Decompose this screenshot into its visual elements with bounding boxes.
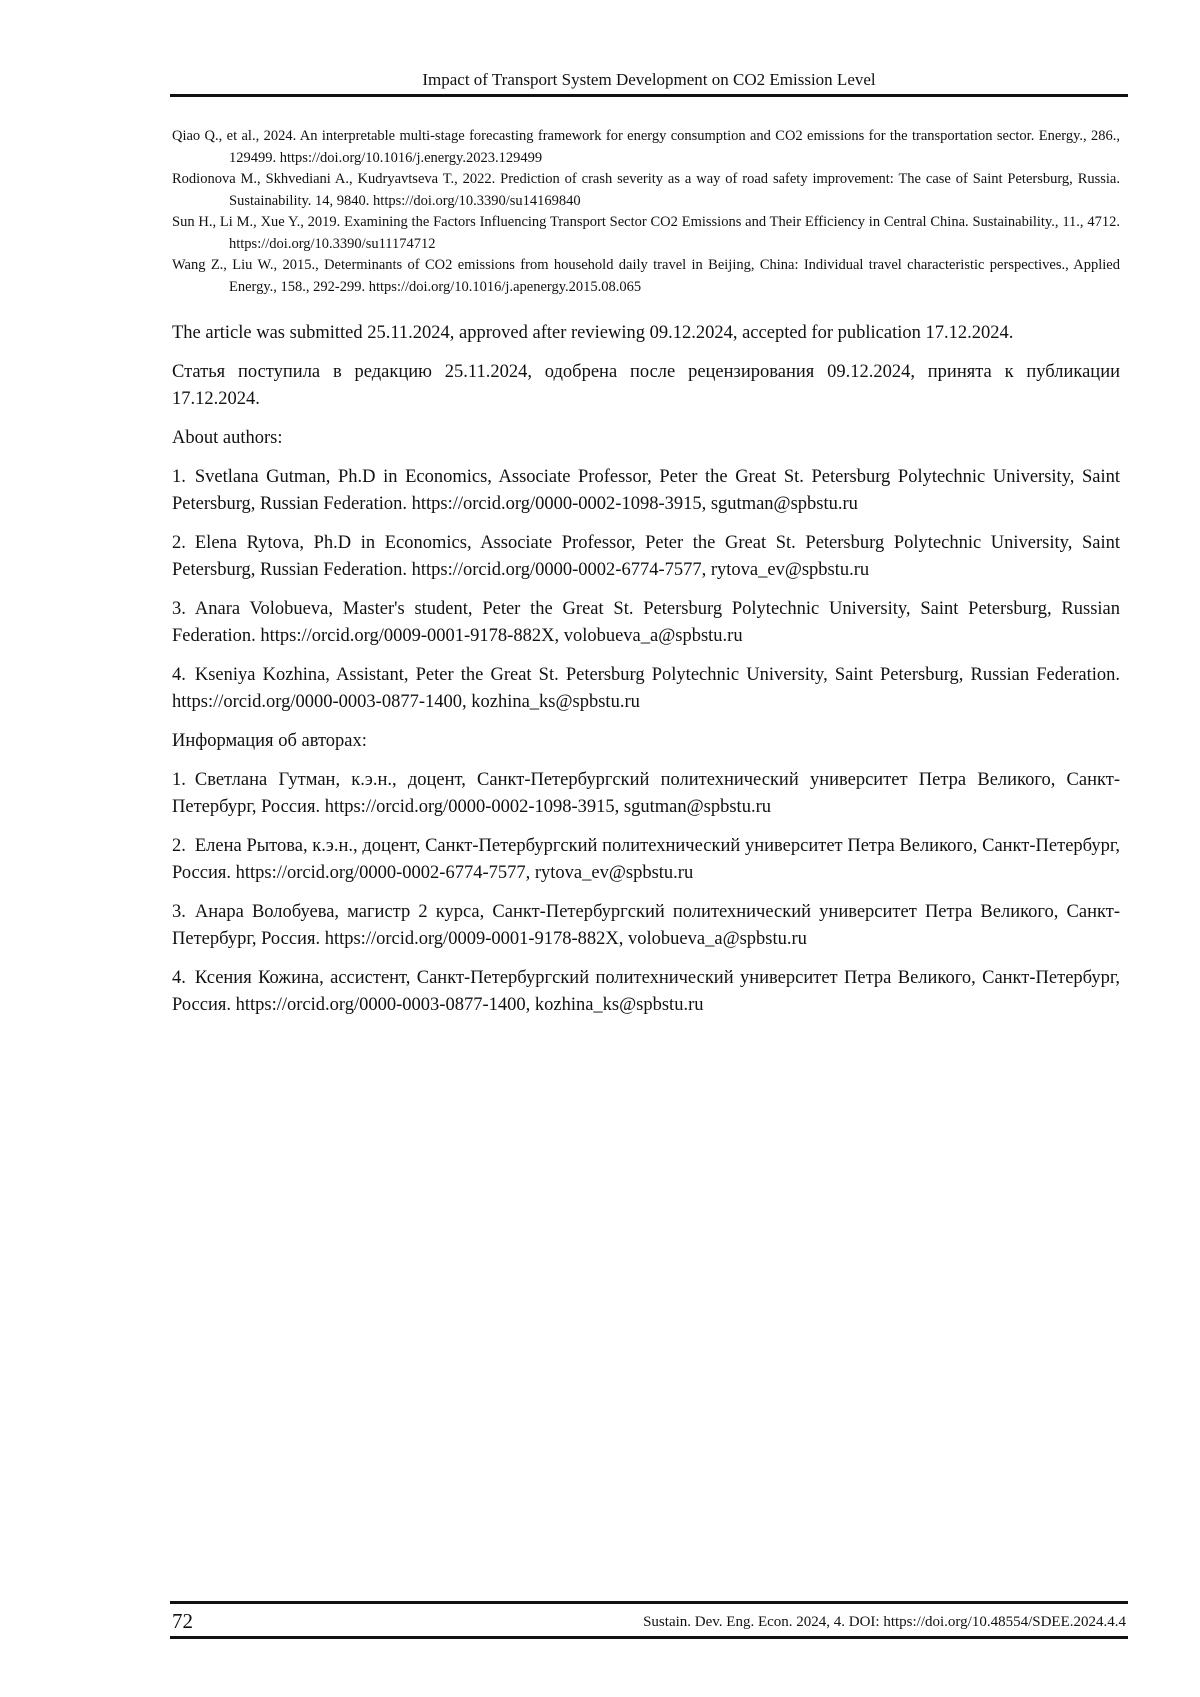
page-number: 72 bbox=[172, 1609, 193, 1633]
reference-wang: Wang Z., Liu W., 2015., Determinants of CO2 emissions from household daily travel in Beijing, China: Individual travel characteristic perspectives., Applied Energy., 158., 292-299. https://doi.org/10.1016/j.apenergy.2015.08.065 bbox=[172, 257, 1120, 295]
header-rule bbox=[170, 94, 1128, 97]
author-number: 4. bbox=[172, 665, 186, 685]
footer-rule-top bbox=[170, 1601, 1128, 1604]
reference-sun: Sun H., Li M., Xue Y., 2019. Examining the Factors Influencing Transport Sector CO2 Emissions and Their Efficiency in Central China. Sustainability., 11., 4712. https://doi.org/10.3390/su11174712 bbox=[172, 214, 1120, 252]
author-number: 2. bbox=[172, 836, 186, 856]
author-details: Kseniya Kozhina, Assistant, Peter the Great St. Petersburg Polytechnic University, Saint Petersburg, Russian Federation. https://orcid.org/0000-0003-0877-1400, kozhina_ks@spbstu.ru bbox=[172, 665, 1120, 712]
author-ru-2 bbox=[172, 833, 1120, 887]
author-ru-3 bbox=[172, 899, 1120, 953]
running-title: Impact of Transport System Development on CO2 Emission Level bbox=[422, 70, 876, 89]
author-en-3 bbox=[172, 596, 1120, 650]
author-number: 4. bbox=[172, 968, 186, 988]
author-en-2 bbox=[172, 530, 1120, 584]
submission-note-en: The article was submitted 25.11.2024, approved after reviewing 09.12.2024, accepted for publication 17.12.2024. bbox=[172, 323, 1014, 343]
author-details: Svetlana Gutman, Ph.D in Economics, Associate Professor, Peter the Great St. Petersburg Polytechnic University, Saint Petersburg, Russian Federation. https://orcid.org/0000-0002-1098-3915, sgutman@spbstu.ru bbox=[172, 467, 1120, 514]
reference-rodionova: Rodionova M., Skhvediani A., Kudryavtseva T., 2022. Prediction of crash severity as a way of road safety improvement: The case of Saint Petersburg, Russia. Sustainability. 14, 9840. https://doi.org/10.3390/su14169840 bbox=[172, 171, 1120, 209]
author-details: Anara Volobueva, Master's student, Peter the Great St. Petersburg Polytechnic University, Saint Petersburg, Russian Federation. https://orcid.org/0009-0001-9178-882X, volobueva_a@spbstu.ru bbox=[172, 599, 1120, 646]
author-ru-4 bbox=[172, 965, 1120, 1019]
submission-note-ru: Статья поступила в редакцию 25.11.2024, одобрена после рецензирования 09.12.2024, принята к публикации 17.12.2024. bbox=[172, 362, 1120, 409]
author-number: 3. bbox=[172, 599, 186, 619]
author-details: Elena Rytova, Ph.D in Economics, Associate Professor, Peter the Great St. Petersburg Polytechnic University, Saint Petersburg, Russian Federation. https://orcid.org/0000-0002-6774-7577, rytova_ev@spbstu.ru bbox=[172, 533, 1120, 580]
author-en-1 bbox=[172, 464, 1120, 518]
article-info bbox=[172, 320, 1120, 1031]
about-authors-ru-heading: Информация об авторах: bbox=[172, 731, 367, 751]
author-number: 2. bbox=[172, 533, 186, 553]
author-number: 3. bbox=[172, 902, 186, 922]
author-number: 1. bbox=[172, 467, 186, 487]
author-details: Елена Рытова, к.э.н., доцент, Санкт-Петербургский политехнический университет Петра Великого, Санкт-Петербург, Россия. https://orcid.org/0000-0002-6774-7577, rytova_ev@spbstu.ru bbox=[172, 836, 1120, 883]
author-ru-1 bbox=[172, 767, 1120, 821]
author-details: Анара Волобуева, магистр 2 курса, Санкт-Петербургский политехнический университет Петра Великого, Санкт-Петербург, Россия. https://orcid.org/0009-0001-9178-882X, volobueva_a@spbstu.ru bbox=[172, 902, 1120, 949]
footer-citation: Sustain. Dev. Eng. Econ. 2024, 4. DOI: https://doi.org/10.48554/SDEE.2024.4.4 bbox=[643, 1614, 1126, 1630]
footer-rule-bottom bbox=[170, 1636, 1128, 1639]
reference-list bbox=[172, 126, 1120, 298]
reference-qiao: Qiao Q., et al., 2024. An interpretable multi-stage forecasting framework for energy consumption and CO2 emissions for the transportation sector. Energy., 286., 129499. https://doi.org/10.1016/j.energy.2023.129499 bbox=[172, 128, 1120, 166]
author-details: Ксения Кожина, ассистент, Санкт-Петербургский политехнический университет Петра Великого, Санкт-Петербург, Россия. https://orcid.org/0000-0003-0877-1400, kozhina_ks@spbstu.ru bbox=[172, 968, 1120, 1015]
author-details: Светлана Гутман, к.э.н., доцент, Санкт-Петербургский политехнический университет Петра Великого, Санкт-Петербург, Россия. https://orcid.org/0000-0002-1098-3915, sgutman@spbstu.ru bbox=[172, 770, 1120, 817]
author-number: 1. bbox=[172, 770, 186, 790]
author-en-4 bbox=[172, 662, 1120, 716]
about-authors-heading: About authors: bbox=[172, 428, 283, 448]
